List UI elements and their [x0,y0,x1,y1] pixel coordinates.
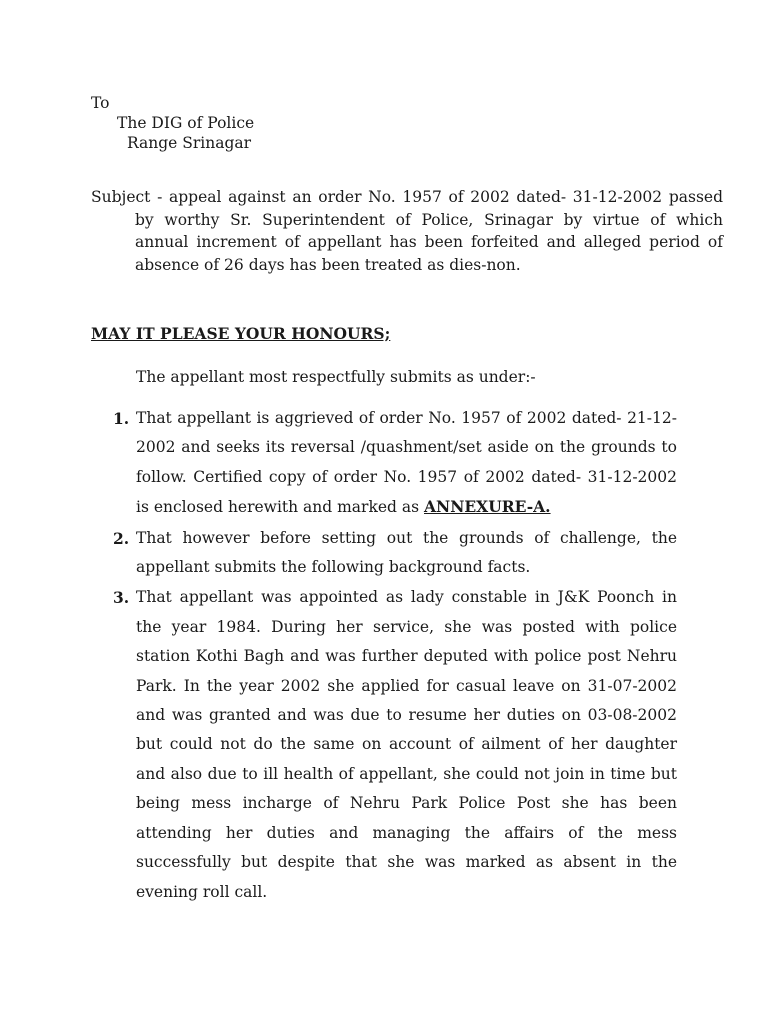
list-item [91,404,677,523]
list-item [91,524,677,583]
intro-sentence: The appellant most respectfully submits as under:- [136,368,536,386]
item-number: 2. [113,528,130,548]
subject-paragraph: Subject - appeal against an order No. 1957 of 2002 dated- 31-12-2002 passed by worthy Sr. Superintendent of Police, Srinagar by virtue of which annual increment of appellant has been forfeited and alleged period of absence of 26 days has been treated as dies-non. [91,188,723,274]
recipient-range: Range Srinagar [127,134,252,152]
list-item [91,583,677,906]
item-number: 3. [113,588,130,608]
annexure-label: ANNEXURE-A. [424,497,551,517]
item-text: That appellant was appointed as lady constable in J&K Poonch in the year 1984. During her service, she was posted with police station Kothi Bagh and was further deputed with police post Nehru Park. In the year 2002 she applied for casual leave on 31-07-2002 and was granted and was due to resume her duties on 03-08-2002 but could not do the same on account of ailment of her daughter and also due to ill health of appellant, she could not join in time but being mess incharge of Nehru Park Police Post she has been attending her duties and managing the affairs of the mess successfully but despite that she was marked as absent in the evening roll call. [136,588,677,901]
recipient-to: To [91,94,110,112]
item-text: That however before setting out the grounds of challenge, the appellant submits the following background facts. [136,528,677,577]
item-text: That appellant is aggrieved of order No. 1957 of 2002 dated- 21-12-2002 and seeks its reversal /quashment/set aside on the grounds to follow. Certified copy of order No. 1957 of 2002 dated- 31-12-2002 is enclosed herewith and marked as [136,409,677,517]
salutation-heading: MAY IT PLEASE YOUR HONOURS; [91,324,391,343]
item-number: 1. [113,409,130,428]
submission-list [91,404,677,908]
recipient-title: The DIG of Police [117,114,255,132]
